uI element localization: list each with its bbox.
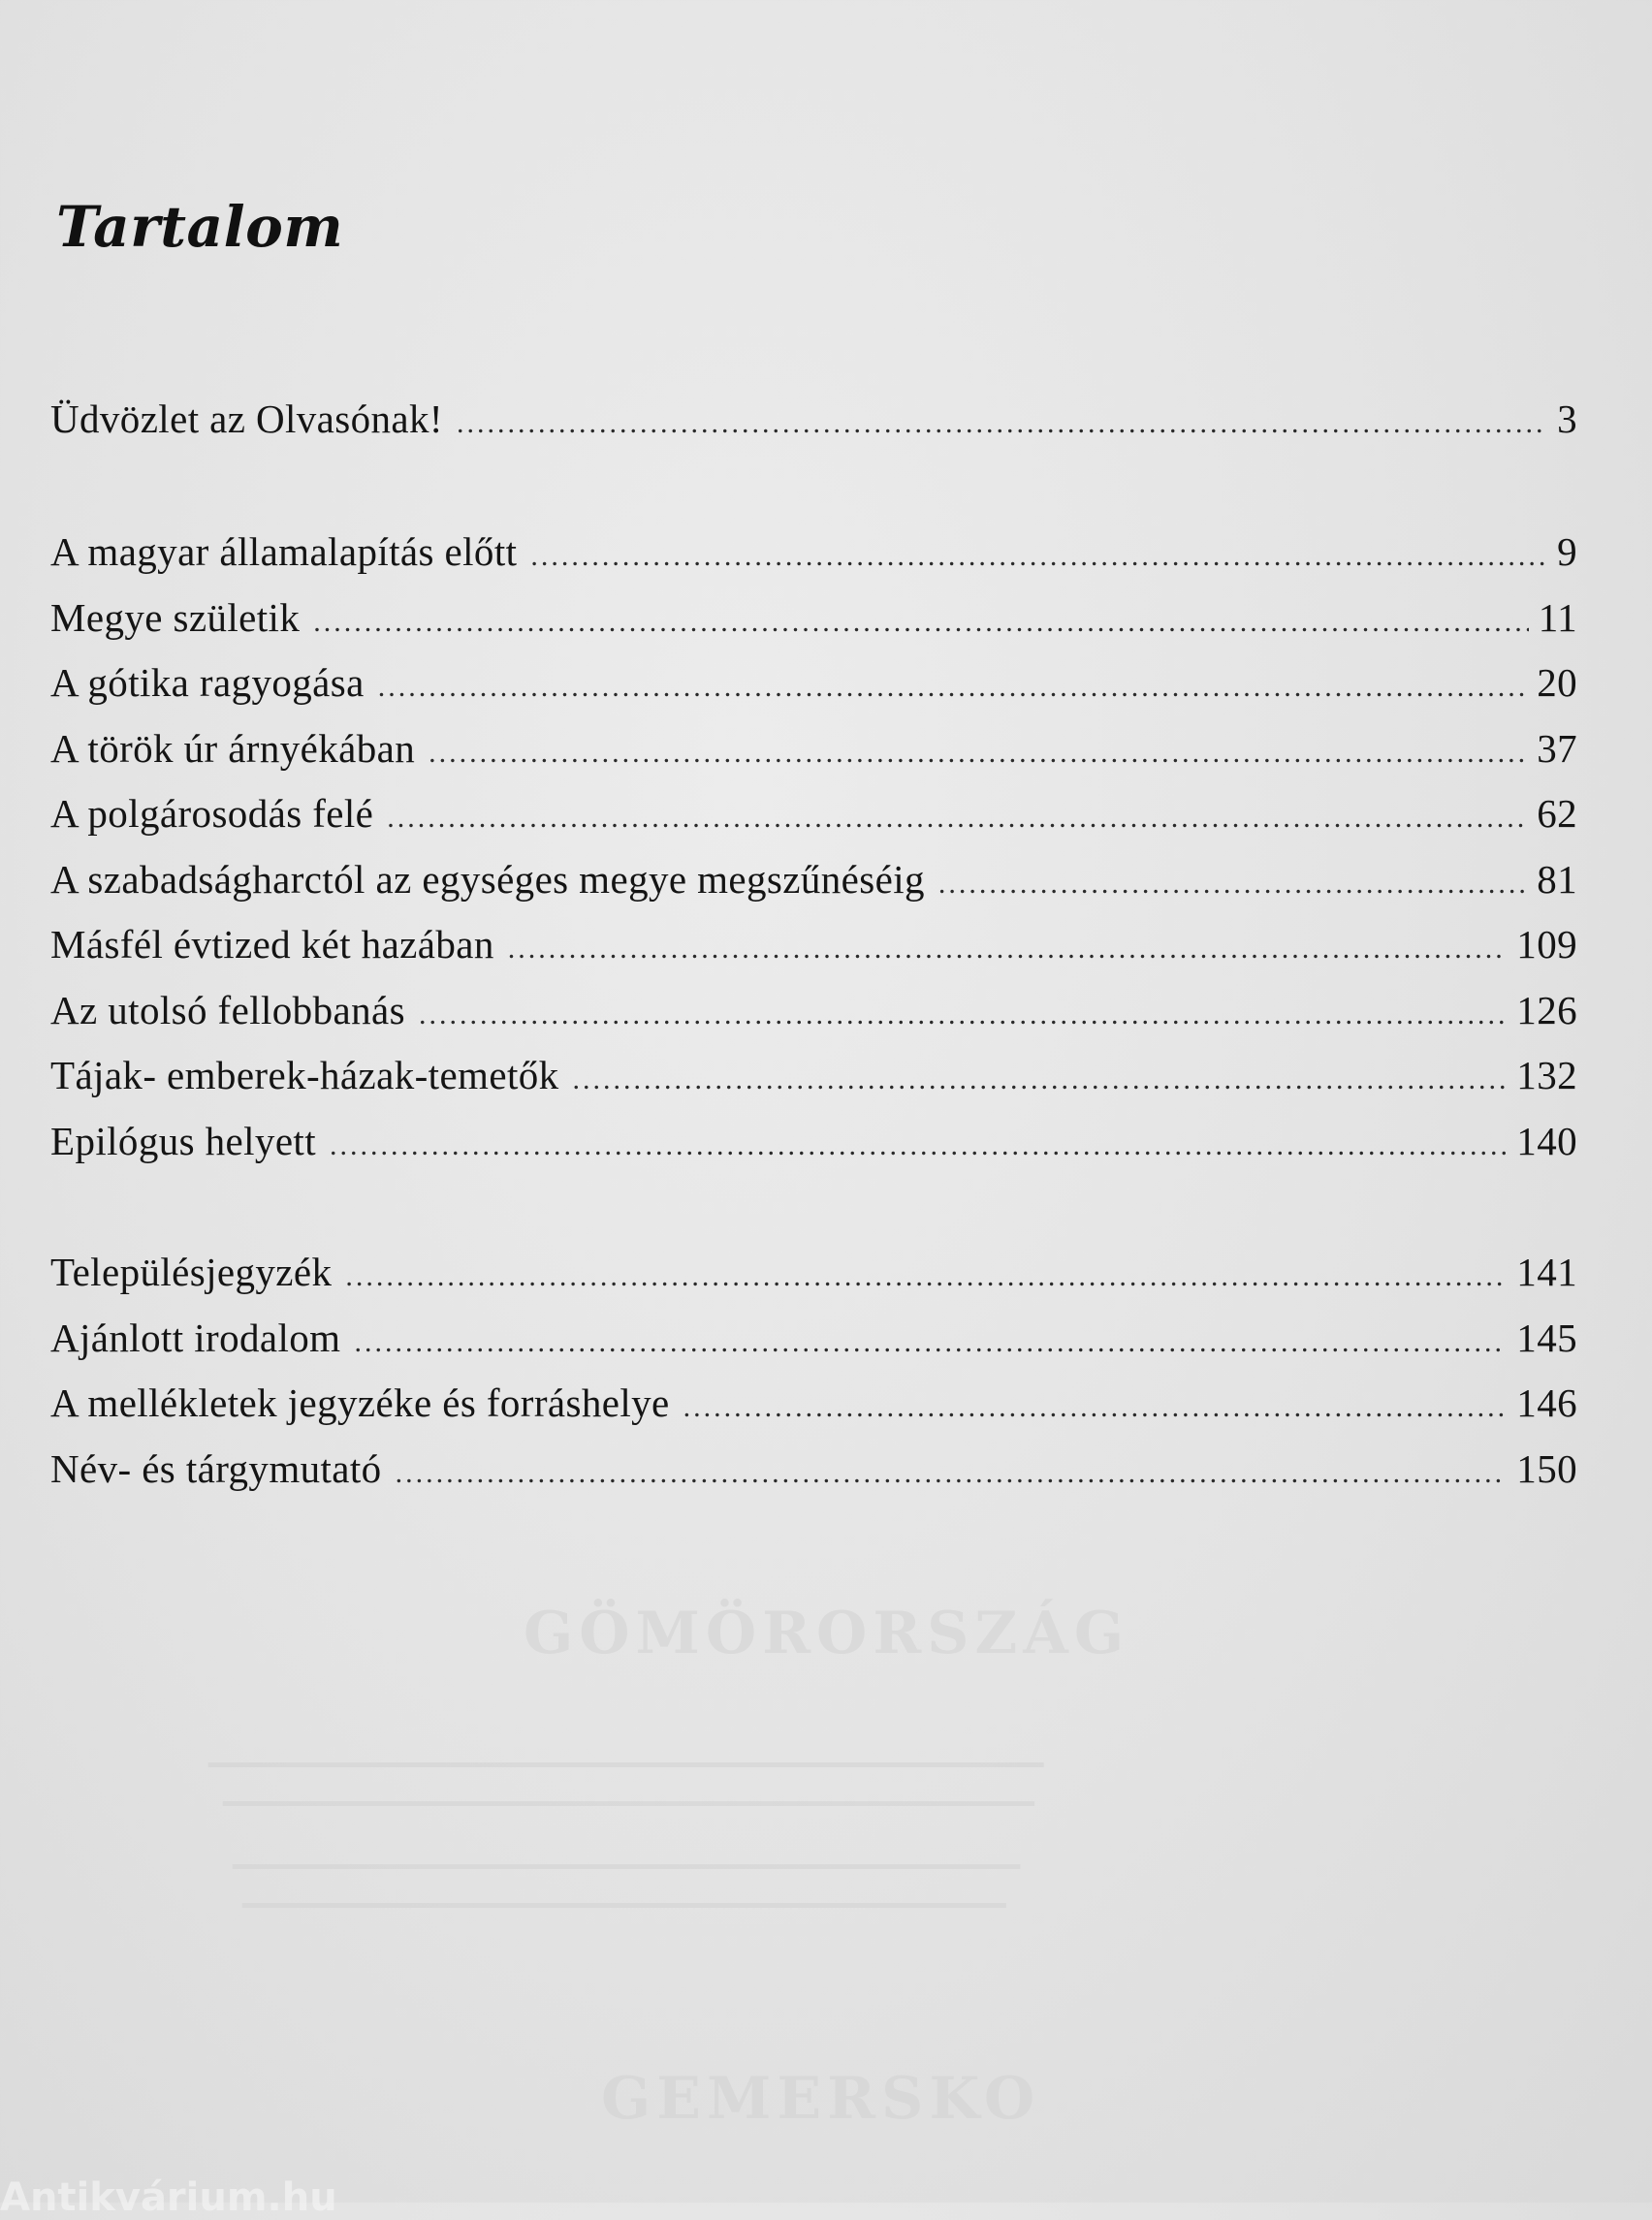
showthrough-heading-bottom: GEMERSKO bbox=[601, 2065, 1041, 2133]
dot-leader bbox=[378, 671, 1527, 704]
toc-entry-label: A magyar államalapítás előtt bbox=[50, 529, 518, 574]
toc-entry-label: Üdvözlet az Olvasónak! bbox=[50, 396, 443, 441]
toc-entry bbox=[50, 1052, 1577, 1118]
toc-entry bbox=[50, 594, 1577, 660]
toc-entry bbox=[50, 396, 1577, 461]
dot-leader bbox=[313, 606, 1528, 639]
dot-leader bbox=[354, 1326, 1507, 1359]
toc-entry-page: 20 bbox=[1537, 660, 1577, 705]
toc-entry-page: 150 bbox=[1516, 1445, 1577, 1491]
toc-entry bbox=[50, 1118, 1577, 1184]
toc-entry-page: 109 bbox=[1516, 922, 1577, 967]
toc-entry-label: Epilógus helyett bbox=[50, 1118, 317, 1163]
toc-entry-label: A török úr árnyékában bbox=[50, 725, 416, 771]
toc-entry-page: 140 bbox=[1516, 1118, 1577, 1163]
toc-entry-page: 146 bbox=[1516, 1380, 1577, 1425]
toc-entry bbox=[50, 528, 1577, 594]
toc-entry-label: A polgárosodás felé bbox=[50, 791, 374, 836]
toc-entry bbox=[50, 921, 1577, 987]
showthrough-line: ▁▁▁▁▁▁▁▁▁▁▁▁▁▁▁▁▁▁▁▁▁▁▁▁▁▁▁▁▁▁▁▁ bbox=[242, 1871, 1006, 1908]
toc-entry-page: 145 bbox=[1516, 1315, 1577, 1360]
toc-entry-label: A gótika ragyogása bbox=[50, 660, 365, 705]
toc-entry-label: Másfél évtized két hazában bbox=[50, 922, 494, 967]
toc-entry bbox=[50, 1249, 1577, 1315]
dot-leader bbox=[938, 868, 1527, 901]
toc-entry bbox=[50, 659, 1577, 725]
toc-entry bbox=[50, 1380, 1577, 1445]
dot-leader bbox=[683, 1391, 1508, 1424]
toc-entry bbox=[50, 1445, 1577, 1511]
showthrough-line: ▁▁▁▁▁▁▁▁▁▁▁▁▁▁▁▁▁▁▁▁▁▁▁▁▁▁▁▁▁▁▁▁▁▁ bbox=[223, 1769, 1034, 1806]
toc-entry bbox=[50, 725, 1577, 791]
toc-entry-label: Megye születik bbox=[50, 594, 301, 640]
dot-leader bbox=[330, 1129, 1507, 1162]
toc-entry-page: 3 bbox=[1557, 396, 1577, 441]
toc-entry-page: 9 bbox=[1557, 529, 1577, 574]
showthrough-line: ▁▁▁▁▁▁▁▁▁▁▁▁▁▁▁▁▁▁▁▁▁▁▁▁▁▁▁▁▁▁▁▁▁▁▁ bbox=[208, 1730, 1044, 1767]
toc-entry-label: A mellékletek jegyzéke és forráshelye bbox=[50, 1380, 670, 1425]
toc-entry-label: A szabadságharctól az egységes megye megszűnéséig bbox=[50, 856, 925, 902]
dot-leader bbox=[396, 1457, 1508, 1490]
dot-leader bbox=[530, 540, 1547, 573]
page-title: Tartalom bbox=[56, 194, 344, 260]
toc-entry-label: Név- és tárgymutató bbox=[50, 1445, 382, 1491]
toc-entry-page: 132 bbox=[1516, 1053, 1577, 1097]
dot-leader bbox=[387, 802, 1527, 835]
toc-group-intro bbox=[50, 396, 1577, 461]
toc-entry-label: Településjegyzék bbox=[50, 1250, 333, 1294]
dot-leader bbox=[345, 1260, 1507, 1293]
toc-entry-page: 126 bbox=[1516, 987, 1577, 1032]
dot-leader bbox=[457, 407, 1547, 440]
dot-leader bbox=[508, 933, 1508, 966]
dot-leader bbox=[419, 999, 1507, 1031]
toc-entry-page: 81 bbox=[1537, 856, 1577, 902]
dot-leader bbox=[573, 1063, 1508, 1096]
toc-entry-label: Ajánlott irodalom bbox=[50, 1315, 341, 1360]
showthrough-heading-top: GÖMÖRORSZÁG bbox=[524, 1600, 1130, 1667]
toc-entry-page: 141 bbox=[1516, 1250, 1577, 1294]
toc-entry-page: 11 bbox=[1538, 594, 1577, 640]
toc-entry-label: Tájak- emberek-házak-temetők bbox=[50, 1053, 559, 1097]
toc-entry bbox=[50, 987, 1577, 1053]
toc-entry-label: Az utolsó fellobbanás bbox=[50, 987, 405, 1032]
toc-entry-page: 62 bbox=[1537, 791, 1577, 836]
toc-entry bbox=[50, 856, 1577, 922]
toc-entry bbox=[50, 1315, 1577, 1380]
toc-group-chapters bbox=[50, 528, 1577, 1183]
toc-entry-page: 37 bbox=[1537, 725, 1577, 771]
toc-group-appendix bbox=[50, 1249, 1577, 1510]
toc-entry bbox=[50, 790, 1577, 856]
showthrough-line: ▁▁▁▁▁▁▁▁▁▁▁▁▁▁▁▁▁▁▁▁▁▁▁▁▁▁▁▁▁▁▁▁▁ bbox=[233, 1832, 1021, 1869]
watermark: Antikvárium.hu bbox=[0, 2175, 337, 2220]
dot-leader bbox=[429, 737, 1527, 770]
